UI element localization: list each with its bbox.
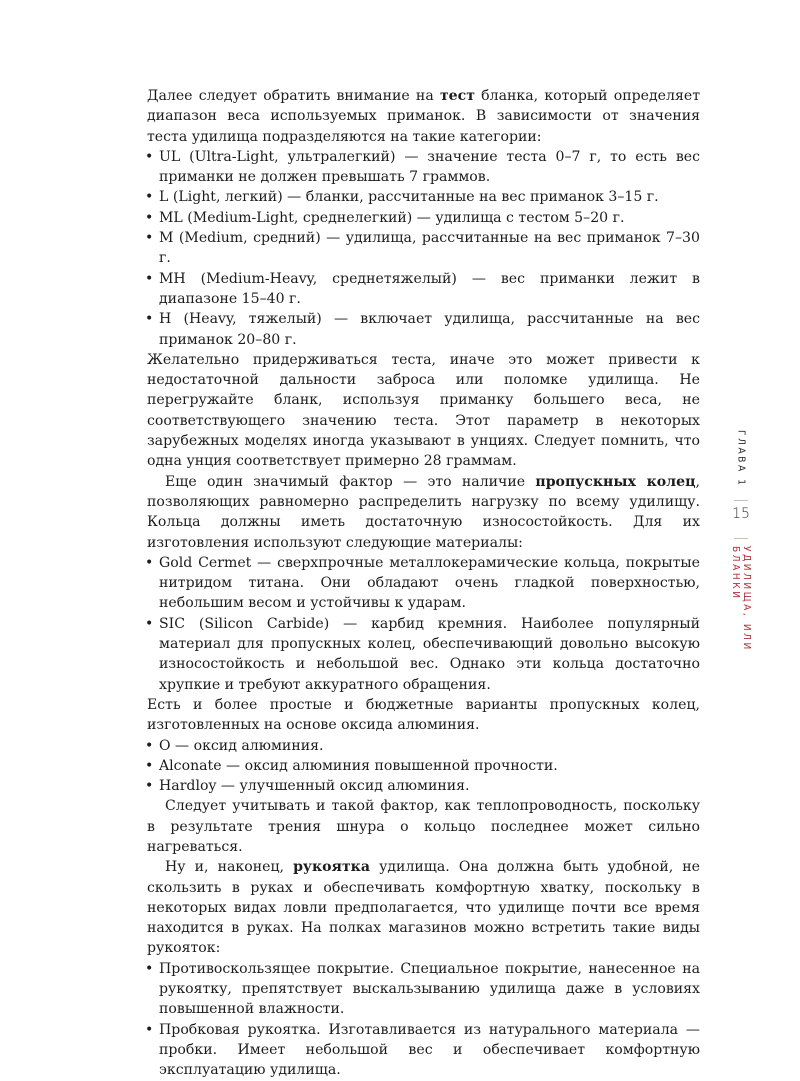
bullet: •: [145, 554, 154, 571]
bullet: •: [145, 615, 154, 632]
paragraph-heat: Следует учитывать и такой фактор, как теплопроводность, поскольку в результате трения шнура о кольцо последнее может сильно нагреваться.: [147, 798, 700, 855]
bullet: •: [145, 737, 154, 754]
chapter-label: ГЛАВА 1: [735, 430, 747, 488]
list-item: [147, 736, 700, 756]
list-item-text: Gold Cermet — сверхпрочные металлокерамические кольца, покрытые нитридом титана. Они обладают очень гладкой поверхностью, небольшим весом и устойчивы к ударам.: [159, 554, 700, 612]
bullet: •: [145, 1021, 154, 1038]
list-item-text: Противоскользящее покрытие. Специальное покрытие, нанесенное на рукоятку, препятствует выскальзыванию удилища даже в условиях повышенной влажности.: [159, 960, 700, 1018]
list-item: [147, 553, 700, 614]
list-item-text: M (Medium, средний) — удилища, рассчитанные на вес приманок 7–30 г.: [159, 230, 700, 267]
paragraph-text: Еще один значимый фактор — это наличие: [165, 473, 536, 490]
page-body: [147, 86, 700, 1081]
divider: [734, 500, 748, 501]
list-item: [147, 614, 700, 695]
list-item: [147, 147, 700, 188]
list-item-text: H (Heavy, тяжелый) — включает удилища, рассчитанные на вес приманок 20–80 г.: [159, 311, 700, 348]
budget-materials-list: [147, 736, 700, 797]
list-item-text: ML (Medium-Light, среднелегкий) — удилища с тестом 5–20 г.: [159, 209, 625, 226]
bullet: •: [145, 209, 154, 226]
list-item-text: L (Light, легкий) — бланки, рассчитанные на вес приманок 3–15 г.: [159, 189, 659, 206]
bullet: •: [145, 311, 154, 328]
list-item: [147, 309, 700, 350]
list-item: [147, 269, 700, 310]
paragraph-budget: Есть и более простые и бюджетные варианты пропускных колец, изготовленных на основе оксида алюминия.: [147, 696, 700, 734]
paragraph-text: Далее следует обратить внимание на: [147, 88, 440, 104]
bullet: •: [145, 270, 154, 287]
list-item: [147, 228, 700, 269]
term-handle: рукоятка: [293, 859, 370, 876]
list-item: [147, 959, 700, 1020]
paragraph-test: [147, 86, 700, 147]
list-item: [147, 776, 700, 796]
paragraph-text: удилища. Она должна быть удобной, не скользить в руках и обеспечивать комфортную хватку, поскольку в некоторых видах ловли предполагается, что удилище почти все время находится в руках. На полках магазинов можно встретить такие виды рукояток:: [147, 859, 701, 957]
list-item-text: Пробковая рукоятка. Изготавливается из натурального материала — пробки. Имеет небольшой вес и обеспечивает комфортную эксплуатацию удилища.: [159, 1021, 700, 1079]
paragraph-advice: Желательно придерживаться теста, иначе это может привести к недостаточной дальности заброса или поломке удилища. Не перегружайте бланк, используя приманку большего веса, не соответствующего значению теста. Этот параметр в некоторых зарубежных моделях иногда указывают в унциях. Следует помнить, что одна унция соответствует примерно 28 граммам.: [147, 351, 700, 470]
term-rings: пропускных колец: [535, 473, 696, 490]
handle-types-list: [147, 959, 700, 1081]
list-item-text: SIC (Silicon Carbide) — карбид кремния. Наиболее популярный материал для пропускных колец, обеспечивающий довольно высокую износостойкость и небольшой вес. Однако эти кольца достаточно хрупкие и требуют аккуратного обращения.: [159, 615, 700, 693]
list-item-text: O — оксид алюминия.: [159, 737, 324, 754]
bullet: •: [145, 189, 154, 206]
list-item: [147, 208, 700, 228]
page-number: 15: [732, 506, 750, 522]
term-test: тест: [439, 88, 475, 104]
page-sidebar: [726, 420, 756, 680]
list-item: [147, 1020, 700, 1081]
paragraph-text: , позволяющих равномерно распределить нагрузку по всему удилищу. Кольца должны иметь достаточную износостойкость. Для их изготовления используют следующие материалы:: [147, 473, 700, 551]
paragraph-text: Ну и, наконец,: [165, 859, 294, 876]
list-item-text: Hardloy — улучшенный оксид алюминия.: [159, 778, 470, 795]
paragraph-rings: [147, 472, 700, 553]
list-item-text: Alconate — оксид алюминия повышенной прочности.: [159, 757, 558, 774]
list-item: [147, 187, 700, 207]
section-label: УДИЛИЩА, ИЛИ БЛАНКИ: [730, 546, 752, 652]
bullet: •: [145, 757, 154, 774]
test-categories-list: [147, 147, 700, 350]
bullet: •: [145, 778, 154, 795]
ring-materials-list: [147, 553, 700, 695]
bullet: •: [145, 230, 154, 247]
list-item-text: UL (Ultra-Light, ультралегкий) — значение теста 0–7 г, то есть вес приманки не должен превышать 7 граммов.: [159, 148, 700, 186]
divider: [734, 538, 748, 539]
list-item-text: MH (Medium-Heavy, среднетяжелый) — вес приманки лежит в диапазоне 15–40 г.: [159, 270, 700, 307]
list-item: [147, 756, 700, 776]
paragraph-text: бланка, который определяет диапазон веса используемых приманок. В зависимости от значения теста удилища подразделяются на такие категории:: [147, 88, 700, 145]
paragraph-handle: [147, 857, 700, 958]
bullet: •: [145, 960, 154, 977]
bullet: •: [145, 148, 154, 165]
